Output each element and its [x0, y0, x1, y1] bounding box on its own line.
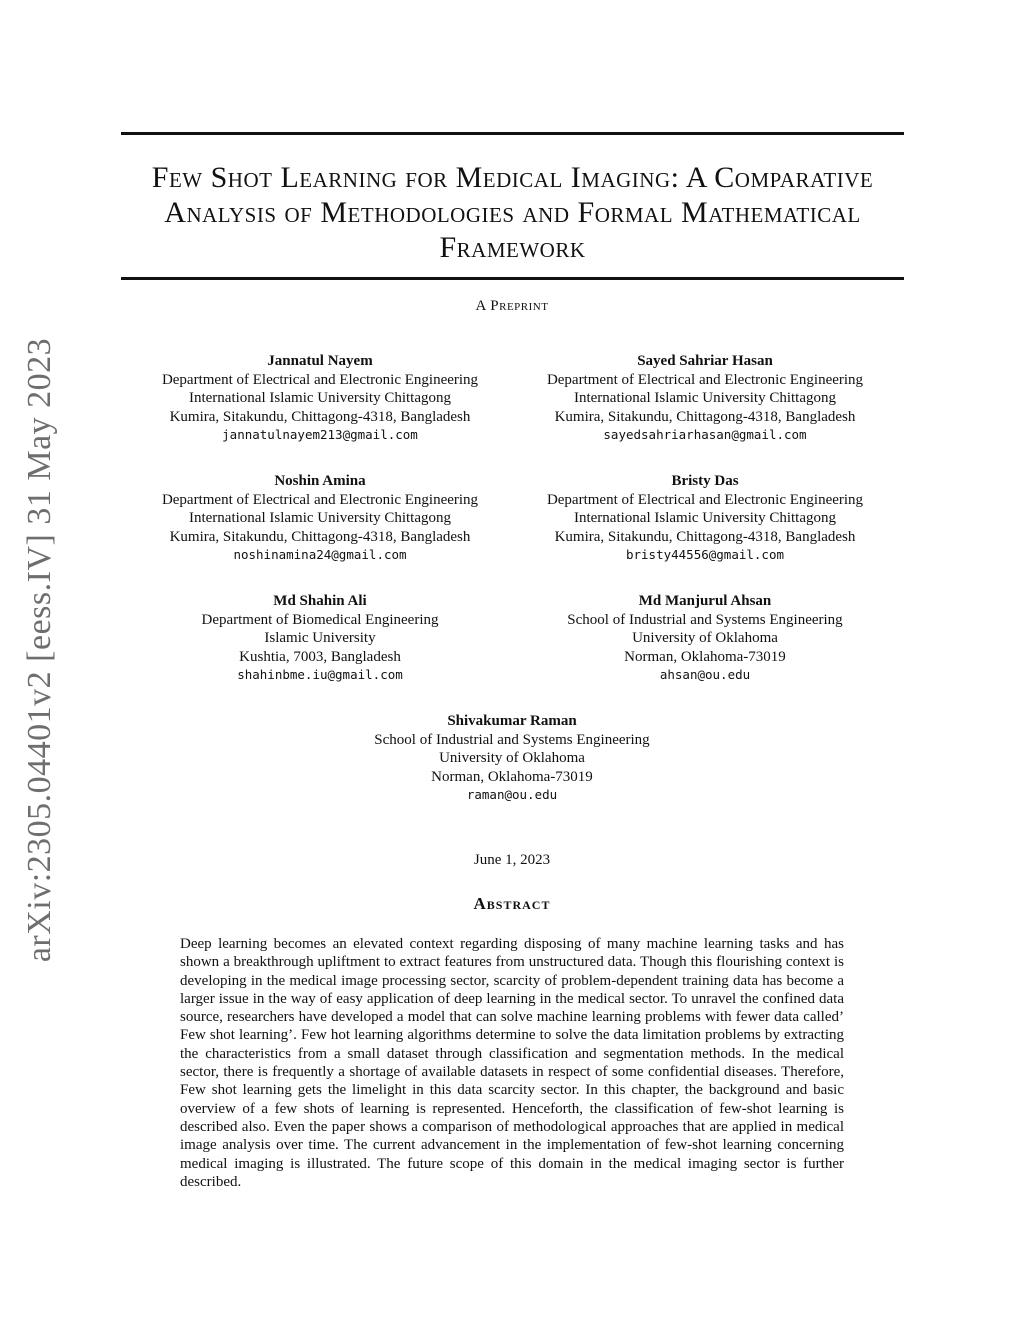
- author-email[interactable]: ahsan@ou.edu: [659, 667, 751, 682]
- author-name: Md Shahin Ali: [273, 593, 367, 609]
- author-department: Department of Electrical and Electronic Engineering: [161, 491, 479, 508]
- author-name: Shivakumar Raman: [447, 713, 577, 729]
- author-email[interactable]: shahinbme.iu@gmail.com: [237, 667, 403, 682]
- paper-title: Few Shot Learning for Medical Imaging: A Comparative Analysis of Methodologies and Formal Mathematical Framework: [151, 161, 874, 264]
- author-name: Jannatul Nayem: [267, 353, 373, 369]
- author-institution: University of Oklahoma: [632, 630, 778, 646]
- author-email[interactable]: jannatulnayem213@gmail.com: [222, 427, 418, 442]
- author-institution: International Islamic University Chittagong: [188, 510, 452, 526]
- author-block: [505, 592, 905, 685]
- title-bottom-rule: [121, 277, 904, 280]
- author-institution: International Islamic University Chittagong: [573, 390, 837, 406]
- author-department: Department of Electrical and Electronic Engineering: [546, 371, 864, 388]
- author-email[interactable]: bristy44556@gmail.com: [625, 547, 785, 562]
- author-department: Department of Electrical and Electronic Engineering: [546, 491, 864, 508]
- author-department: School of Industrial and Systems Engineering: [374, 731, 650, 748]
- author-email[interactable]: raman@ou.edu: [466, 787, 558, 802]
- title-top-rule: [121, 132, 904, 135]
- author-address: Kushtia, 7003, Bangladesh: [239, 648, 401, 665]
- author-block: [120, 352, 520, 445]
- author-department: Department of Biomedical Engineering: [201, 611, 439, 628]
- author-institution: University of Oklahoma: [439, 750, 585, 766]
- abstract-text: Deep learning becomes an elevated context regarding disposing of many machine learning tasks and has shown a breakthrough upliftment to extract features from unstructured data. Though this flourishing context is developing in the medical image processing sector, scarcity of problem-dependent training data has become a larger issue in the way of easy application of deep learning in the medical sector. To unravel the confined data source, researchers have developed a model that can solve machine learning problems with fewer data called’ Few shot learning’. Few hot learning algorithms determine to solve the data limitation problems by extracting the characteristics from a small dataset through classification and segmentation methods. In the medical sector, there is frequently a shortage of available datasets in respect of some confidential diseases. Therefore, Few shot learning gets the limelight in this data scarcity sector. In this chapter, the background and basic overview of a few shots of learning is represented. Henceforth, the classification of few-shot learning is described also. Even the paper shows a comparison of methodological approaches that are applied in medical image analysis over time. The current advancement in the implementation of few-shot learning concerning medical imaging is illustrated. The future scope of this domain in the medical imaging sector is further described.: [180, 936, 844, 1190]
- publication-date: June 1, 2023: [473, 852, 551, 868]
- author-name: Noshin Amina: [274, 473, 366, 489]
- abstract-heading: Abstract: [473, 894, 551, 913]
- author-block: [312, 712, 712, 805]
- author-department: Department of Electrical and Electronic Engineering: [161, 371, 479, 388]
- author-address: Kumira, Sitakundu, Chittagong-4318, Bangladesh: [554, 528, 856, 545]
- author-institution: International Islamic University Chittagong: [573, 510, 837, 526]
- author-block: [505, 472, 905, 565]
- author-block: [120, 472, 520, 565]
- author-name: Md Manjurul Ahsan: [638, 593, 772, 609]
- author-address: Kumira, Sitakundu, Chittagong-4318, Bangladesh: [169, 408, 471, 425]
- author-address: Norman, Oklahoma-73019: [624, 648, 786, 665]
- author-address: Kumira, Sitakundu, Chittagong-4318, Bangladesh: [169, 528, 471, 545]
- author-name: Bristy Das: [671, 473, 739, 489]
- author-block: [120, 592, 520, 685]
- author-address: Kumira, Sitakundu, Chittagong-4318, Bangladesh: [554, 408, 856, 425]
- author-email[interactable]: noshinamina24@gmail.com: [233, 547, 407, 562]
- author-email[interactable]: sayedsahriarhasan@gmail.com: [603, 427, 807, 442]
- author-address: Norman, Oklahoma-73019: [431, 768, 593, 785]
- author-block: [505, 352, 905, 445]
- author-name: Sayed Sahriar Hasan: [637, 353, 773, 369]
- author-department: School of Industrial and Systems Engineering: [567, 611, 843, 628]
- author-institution: Islamic University: [264, 630, 376, 646]
- author-institution: International Islamic University Chittagong: [188, 390, 452, 406]
- arxiv-id: arXiv:2305.04401v2 [eess.IV] 31 May 2023: [21, 337, 59, 963]
- preprint-label: A Preprint: [475, 298, 549, 314]
